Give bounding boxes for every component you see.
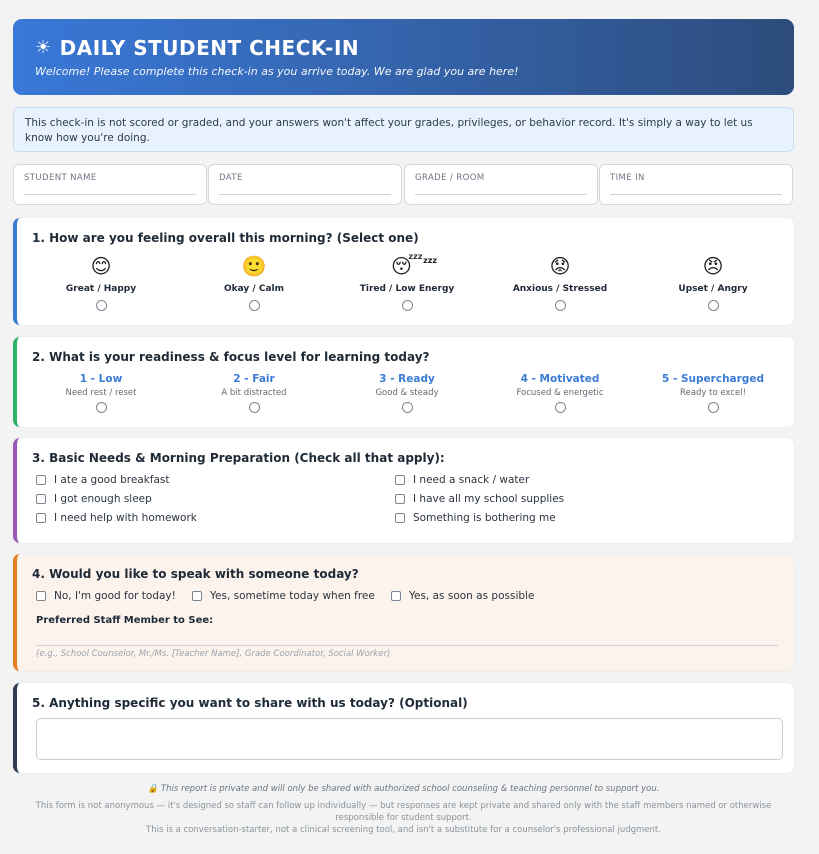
checkbox-snack-water[interactable]: I need a snack / water — [395, 474, 529, 486]
checkbox[interactable] — [395, 494, 405, 504]
mood-label: Anxious / Stressed — [512, 284, 608, 294]
readiness-desc: A bit distracted — [221, 388, 287, 398]
question-4-card — [13, 554, 794, 671]
mood-label: Tired / Low Energy — [359, 284, 455, 294]
date-label: DATE — [219, 173, 243, 183]
date-input-line[interactable] — [219, 194, 391, 195]
zzz-icon: zzz — [423, 256, 438, 265]
mood-option-anxious[interactable] — [490, 254, 630, 315]
checkbox[interactable] — [391, 591, 401, 601]
happy-face-icon: 😊 — [90, 254, 112, 278]
mood-radio-great[interactable] — [96, 300, 107, 311]
time-in-label: TIME IN — [610, 173, 645, 183]
time-in-field[interactable] — [599, 164, 793, 205]
readiness-radio-2[interactable] — [249, 402, 260, 413]
staff-member-label: Preferred Staff Member to See: — [36, 615, 214, 626]
info-notice: This check-in is not scored or graded, and your answers won't affect your grades, privileges, or behavior record. It's simply a way to let us know how you're doing. — [13, 107, 794, 152]
readiness-radio-5[interactable] — [708, 402, 719, 413]
page-title — [35, 36, 772, 60]
mood-radio-upset[interactable] — [708, 300, 719, 311]
checkbox[interactable] — [395, 513, 405, 523]
checkbox[interactable] — [192, 591, 202, 601]
mood-label: Okay / Calm — [224, 284, 284, 294]
checkbox[interactable] — [36, 591, 46, 601]
date-field[interactable] — [208, 164, 402, 205]
readiness-option-2[interactable] — [184, 373, 324, 417]
grade-room-field[interactable] — [404, 164, 598, 205]
checkbox[interactable] — [395, 475, 405, 485]
readiness-option-4[interactable] — [490, 373, 630, 417]
readiness-option-5[interactable] — [643, 373, 783, 417]
readiness-level: 4 - Motivated — [520, 373, 600, 385]
speak-option-sometime[interactable]: Yes, sometime today when free — [192, 590, 375, 602]
question-5-card — [13, 683, 794, 773]
page-header — [13, 19, 794, 95]
student-name-field[interactable] — [13, 164, 207, 205]
mood-radio-okay[interactable] — [249, 300, 260, 311]
sleepy-face-icon: 😴 zzz — [391, 254, 423, 278]
lock-icon: 🔒 — [147, 784, 159, 794]
speak-option-asap[interactable]: Yes, as soon as possible — [391, 590, 534, 602]
checkbox-bothering[interactable]: Something is bothering me — [395, 512, 556, 524]
question-1-card — [13, 218, 794, 325]
anonymity-note: This form is not anonymous — it's designed so staff can follow up individually — but responses are kept private and shared only with the staff members named or otherwise responsible for student support. — [35, 801, 772, 823]
readiness-radio-3[interactable] — [402, 402, 413, 413]
readiness-level: 3 - Ready — [379, 373, 435, 385]
readiness-radio-1[interactable] — [96, 402, 107, 413]
speak-options — [36, 590, 776, 606]
grade-room-input-line[interactable] — [415, 194, 587, 195]
mood-option-upset[interactable] — [643, 254, 783, 315]
grade-room-label: GRADE / ROOM — [415, 173, 485, 183]
staff-member-input[interactable] — [36, 645, 778, 646]
readiness-desc: Focused & energetic — [516, 388, 604, 398]
student-name-label: STUDENT NAME — [24, 173, 97, 183]
readiness-level: 2 - Fair — [233, 373, 275, 385]
share-textarea[interactable] — [36, 718, 783, 760]
staff-member-placeholder: (e.g., School Counselor, Mr./Ms. [Teacher Name], Grade Coordinator, Social Worker) — [36, 649, 391, 659]
basic-needs-checklist — [36, 474, 776, 534]
student-name-input-line[interactable] — [24, 194, 196, 195]
disclaimer-note: This is a conversation-starter, not a clinical screening tool, and isn't a substitute for a counselor's professional judgment. — [146, 825, 661, 835]
checkbox[interactable] — [36, 513, 46, 523]
question-4-title: 4. Would you like to speak with someone today? — [32, 567, 359, 581]
checkbox[interactable] — [36, 475, 46, 485]
readiness-options — [23, 373, 788, 418]
mood-radio-anxious[interactable] — [555, 300, 566, 311]
readiness-radio-4[interactable] — [555, 402, 566, 413]
readiness-desc: Ready to excel! — [680, 388, 746, 398]
checkbox-homework-help[interactable]: I need help with homework — [36, 512, 197, 524]
readiness-level: 5 - Supercharged — [662, 373, 764, 385]
privacy-note: 🔒 This report is private and will only be shared with authorized school counseling & teaching personnel to support you. — [147, 784, 660, 794]
speak-option-no[interactable]: No, I'm good for today! — [36, 590, 176, 602]
question-3-card — [13, 438, 794, 543]
mood-label: Great / Happy — [65, 284, 137, 294]
readiness-desc: Need rest / reset — [65, 388, 137, 398]
time-in-input-line[interactable] — [610, 194, 782, 195]
question-3-title: 3. Basic Needs & Morning Preparation (Check all that apply): — [32, 451, 445, 465]
question-1-title: 1. How are you feeling overall this morning? (Select one) — [32, 231, 419, 245]
page-title-text: DAILY STUDENT CHECK-IN — [59, 36, 360, 60]
readiness-level: 1 - Low — [79, 373, 123, 385]
mood-option-okay[interactable] — [184, 254, 324, 315]
readiness-option-1[interactable] — [31, 373, 171, 417]
question-2-title: 2. What is your readiness & focus level for learning today? — [32, 350, 430, 364]
checkbox[interactable] — [36, 494, 46, 504]
page-subtitle: Welcome! Please complete this check-in as you arrive today. We are glad you are here! — [35, 65, 519, 78]
student-info-fields — [13, 164, 794, 205]
mood-radio-tired[interactable] — [402, 300, 413, 311]
worried-face-icon: 😟 — [549, 254, 571, 278]
angry-face-icon: 😠 — [702, 254, 724, 278]
mood-option-great[interactable] — [31, 254, 171, 315]
mood-label: Upset / Angry — [678, 284, 748, 294]
checkbox-sleep[interactable]: I got enough sleep — [36, 493, 152, 505]
checkbox-supplies[interactable]: I have all my school supplies — [395, 493, 564, 505]
question-5-title: 5. Anything specific you want to share with us today? (Optional) — [32, 696, 468, 710]
readiness-option-3[interactable] — [337, 373, 477, 417]
mood-options — [23, 254, 788, 314]
sun-icon: ☀ — [35, 37, 52, 58]
calm-face-icon: 🙂 — [241, 254, 267, 278]
mood-option-tired[interactable] — [337, 254, 477, 315]
checkbox-breakfast[interactable]: I ate a good breakfast — [36, 474, 170, 486]
readiness-desc: Good & steady — [375, 388, 439, 398]
question-2-card — [13, 337, 794, 427]
